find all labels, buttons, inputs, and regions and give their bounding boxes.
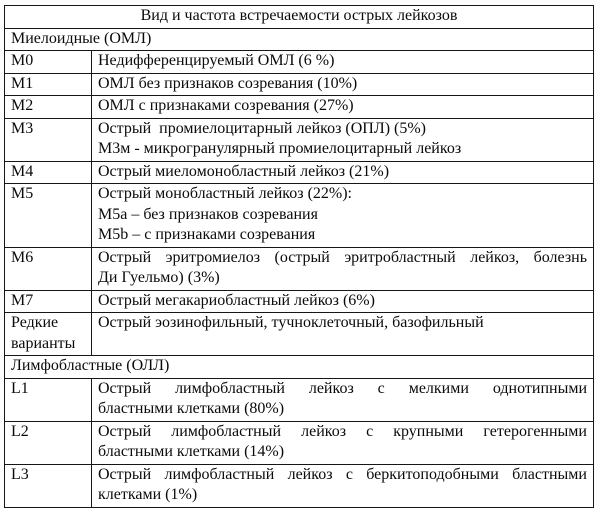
row-description-m5	[92, 184, 594, 248]
row-code-m7: M7	[5, 290, 92, 313]
description-line: Недифференцируемый ОМЛ (6 %)	[98, 52, 335, 69]
row-description-m1	[92, 73, 594, 96]
table-row-rare-variants	[5, 313, 594, 356]
section-row-myeloid	[5, 28, 594, 51]
section-header-lymphoblastic: Лимфобластные (ОЛЛ)	[5, 356, 594, 379]
description-line: М5b – с признаками созревания	[98, 226, 316, 243]
row-description-rare-variants	[92, 313, 594, 356]
row-code-m3: M3	[5, 118, 92, 161]
description-line: Острый эритромиелоз (острый эритробластный лейкоз, болезнь	[98, 248, 587, 266]
description-line: Острый лимфобластный лейкоз с мелкими однотипными	[98, 379, 587, 397]
row-description-m3	[92, 118, 594, 161]
description-line: ОМЛ с признаками созревания (27%)	[98, 97, 354, 114]
description-line: Острый эозинофильный, тучноклеточный, базофильный	[98, 314, 484, 331]
description-line: М3м - микрогранулярный промиелоцитарный лейкоз	[98, 140, 462, 157]
row-code-l2: L2	[5, 421, 92, 464]
table-row-l2	[5, 421, 594, 464]
section-row-lymphoblastic	[5, 356, 594, 379]
row-description-l2	[92, 421, 594, 464]
table-row-m6	[5, 247, 594, 290]
table-row-m1	[5, 73, 594, 96]
description-line: бластными клетками (14%)	[98, 443, 285, 460]
description-line: Острый промиелоцитарный лейкоз (ОПЛ) (5%)	[98, 119, 427, 137]
row-code-l1: L1	[5, 378, 92, 421]
description-line: Острый миеломонобластный лейкоз (21%)	[98, 162, 390, 180]
description-line: Острый монобластный лейкоз (22%):	[98, 185, 352, 202]
row-description-l3	[92, 464, 594, 507]
description-line: клетками (1%)	[98, 486, 198, 503]
row-description-m4	[92, 161, 594, 184]
description-line: Ди Гуельмо) (3%)	[98, 269, 220, 286]
table-row-m3	[5, 118, 594, 161]
section-header-myeloid: Миелоидные (ОМЛ)	[5, 28, 594, 51]
description-line: М5а – без признаков созревания	[98, 205, 318, 223]
row-code-m0: M0	[5, 51, 92, 74]
table-title: Вид и частота встречаемости острых лейкозов	[5, 6, 594, 29]
row-code-rare-variants: Редкие варианты	[5, 313, 92, 356]
row-description-m0	[92, 51, 594, 74]
description-line: Острый мегакариобластный лейкоз (6%)	[98, 291, 375, 309]
row-code-l3: L3	[5, 464, 92, 507]
description-line: Острый лимфобластный лейкоз с крупными гетерогенными	[98, 422, 587, 440]
row-description-m2	[92, 96, 594, 119]
row-code-m4: M4	[5, 161, 92, 184]
table-row-l1	[5, 378, 594, 421]
row-code-m1: M1	[5, 73, 92, 96]
table-row-m0	[5, 51, 594, 74]
row-description-m6	[92, 247, 594, 290]
description-line: Острый лимфобластный лейкоз с беркитоподобными бластными	[98, 465, 587, 483]
table-row-m4	[5, 161, 594, 184]
row-code-m6: M6	[5, 247, 92, 290]
leukemia-frequency-table	[4, 5, 594, 508]
table-row-m7	[5, 290, 594, 313]
description-line: ОМЛ без признаков созревания (10%)	[98, 74, 358, 92]
row-description-l1	[92, 378, 594, 421]
table-row-m5	[5, 184, 594, 248]
row-description-m7	[92, 290, 594, 313]
row-code-m2: M2	[5, 96, 92, 119]
table-row-l3	[5, 464, 594, 507]
table-row-m2	[5, 96, 594, 119]
description-line: бластными клетками (80%)	[98, 400, 285, 417]
row-code-m5: M5	[5, 184, 92, 248]
table-title-row	[5, 6, 594, 29]
